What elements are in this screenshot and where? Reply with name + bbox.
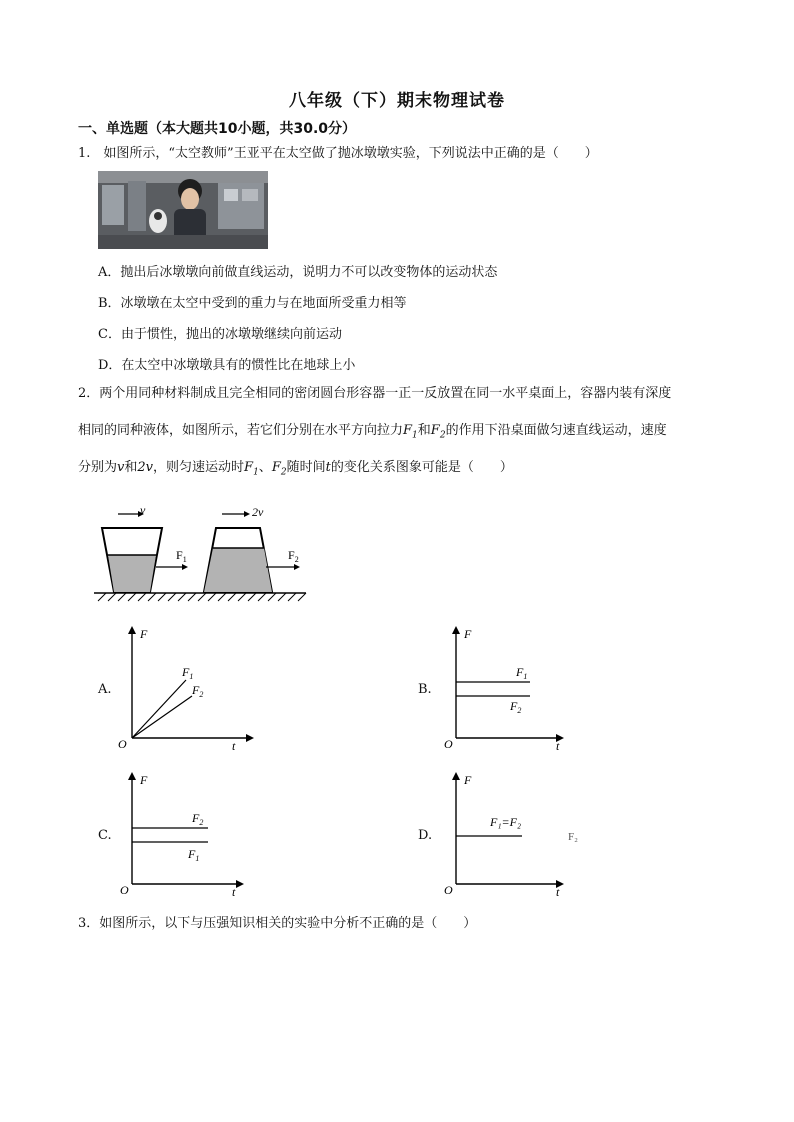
force-label-f1: $F_1$ bbox=[176, 548, 187, 564]
axis-x-label: t bbox=[232, 739, 236, 753]
force-f1: $F_1$ bbox=[403, 423, 418, 441]
question-1-option-d: D．在太空中冰墩墩具有的惯性比在地球上小 bbox=[98, 358, 356, 373]
line-f1 bbox=[132, 680, 186, 738]
question-1-option-c: C．由于惯性，抛出的冰墩墩继续向前运动 bbox=[98, 327, 342, 342]
label-f1: $F_1$ bbox=[516, 665, 528, 681]
velocity-label-2: 2v bbox=[252, 505, 264, 519]
question-1-option-a: A．抛出后冰墩墩向前做直线运动，说明力不可以改变物体的运动状态 bbox=[98, 265, 498, 280]
graph-option-b bbox=[440, 624, 580, 754]
label-f1: $F_1$ bbox=[188, 847, 200, 863]
axis-y-label: F bbox=[140, 627, 148, 641]
label-f2: $F_2$ bbox=[192, 683, 204, 699]
graph-option-d bbox=[440, 770, 600, 900]
question-1-option-b: B．冰墩墩在太空中受到的重力与在地面所受重力相等 bbox=[98, 296, 407, 311]
question-1-stem: 1. 如图所示，“太空教师”王亚平在太空做了抛冰墩墩实验，下列说法中正确的是（ ） bbox=[78, 146, 598, 161]
force-label-f2: $F_2$ bbox=[288, 548, 299, 564]
stray-label-f2: F₂ bbox=[568, 831, 578, 843]
space-station-photo bbox=[98, 171, 268, 249]
question-2-option-b-label: B. bbox=[418, 682, 432, 697]
section-heading: 一、单选题（本大题共10小题，共30.0分） bbox=[78, 121, 357, 137]
velocity-label-1: v bbox=[140, 503, 146, 517]
axis-y-label: F bbox=[140, 773, 148, 787]
question-2-line-2: 相同的同种液体，如图所示，若它们分别在水平方向拉力$F_1$和$F_2$的作用下沿桌面做匀速直线运动，速度 bbox=[78, 423, 667, 441]
force-f2: $F_2$ bbox=[430, 423, 446, 441]
origin-label: O bbox=[118, 737, 127, 751]
question-2-option-d-label: D. bbox=[418, 828, 433, 843]
origin-label: O bbox=[444, 883, 453, 897]
label-f2: $F_2$ bbox=[192, 811, 204, 827]
graph-option-c bbox=[116, 770, 256, 900]
axis-y-label: F bbox=[464, 773, 472, 787]
question-2-line-1: 2．两个用同种材料制成且完全相同的密闭圆台形容器一正一反放置在同一水平桌面上，容器内装有深度 bbox=[78, 386, 672, 401]
page-title: 八年级（下）期末物理试卷 bbox=[289, 91, 505, 111]
graph-option-a bbox=[116, 624, 256, 754]
axis-x-label: t bbox=[232, 885, 236, 899]
question-2-line-3: 分别为v和2v，则匀速运动时$F_1$、$F_2$随时间t的变化关系图象可能是（ ） bbox=[78, 460, 513, 478]
containers-diagram bbox=[94, 500, 314, 612]
label-f1: $F_1$ bbox=[182, 665, 194, 681]
question-2-option-a-label: A. bbox=[98, 682, 112, 697]
origin-label: O bbox=[444, 737, 453, 751]
axis-x-label: t bbox=[556, 739, 560, 753]
axis-x-label: t bbox=[556, 885, 560, 899]
axis-y-label: F bbox=[464, 627, 472, 641]
label-f2: $F_2$ bbox=[510, 699, 522, 715]
question-3-stem: 3．如图所示，以下与压强知识相关的实验中分析不正确的是（ ） bbox=[78, 916, 477, 931]
label-f1-equals-f2: F₁=F₂ bbox=[490, 815, 522, 829]
question-2-option-c-label: C. bbox=[98, 828, 112, 843]
origin-label: O bbox=[120, 883, 129, 897]
question-1-photo bbox=[98, 171, 268, 249]
line-f2 bbox=[132, 696, 192, 738]
